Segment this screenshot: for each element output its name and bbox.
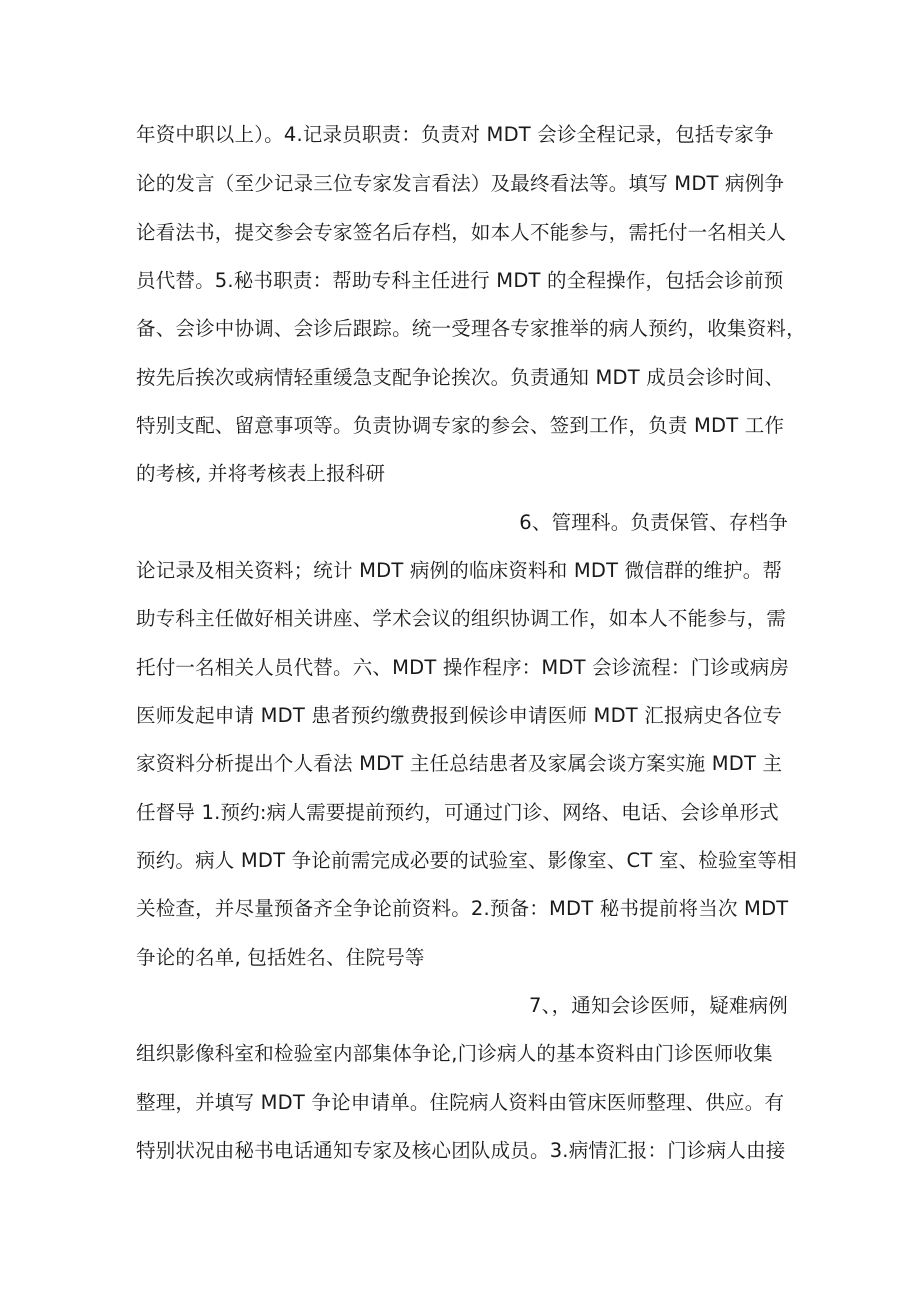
text-line: 托付一名相关人员代替。六、MDT 操作程序：MDT 会诊流程：门诊或病房 <box>136 656 790 679</box>
text-line: 任督导 1.预约:病人需要提前预约，可通过门诊、网络、电话、会诊单形式 <box>136 801 779 824</box>
text-line: 备、会诊中协调、会诊后跟踪。统一受理各专家推举的病人预约，收集资料， <box>136 317 806 340</box>
text-line: 年资中职以上）。4.记录员职责：负责对 MDT 会诊全程记录，包括专家争 <box>136 123 774 146</box>
text-line: 论的发言（至少记录三位专家发言看法）及最终看法等。填写 MDT 病例争 <box>136 172 785 195</box>
text-line: 论看法书，提交参会专家签名后存档，如本人不能参与，需托付一名相关人 <box>136 221 787 244</box>
section-heading-line: 7、，通知会诊医师，疑难病例 <box>529 994 788 1017</box>
text-line: 预约。病人 MDT 争论前需完成必要的试验室、影像室、CT 室、检验室等相 <box>136 849 797 872</box>
text-line: 按先后挨次或病情轻重缓急支配争论挨次。负责通知 MDT 成员会诊时间、 <box>136 366 785 389</box>
text-line: 助专科主任做好相关讲座、学术会议的组织协调工作，如本人不能参与，需 <box>136 607 787 630</box>
text-line: 员代替。5.秘书职责：帮助专科主任进行 MDT 的全程操作，包括会诊前预 <box>136 269 784 292</box>
text-line: 关检查，并尽量预备齐全争论前资料。2.预备：MDT 秘书提前将当次 MDT <box>136 897 789 920</box>
text-line: 特别状况由秘书电话通知专家及核心团队成员。3.病情汇报：门诊病人由接 <box>136 1139 786 1162</box>
text-line: 组织影像科室和检验室内部集体争论,门诊病人的基本资料由门诊医师收集 <box>136 1042 773 1065</box>
text-line: 争论的名单, 包括姓名、住院号等 <box>136 946 425 969</box>
section-heading-line: 6、管理科。负责保管、存档争 <box>519 511 788 534</box>
text-line: 家资料分析提出个人看法 MDT 主任总结患者及家属会谈方案实施 MDT 主 <box>136 752 783 775</box>
text-line: 特别支配、留意事项等。负责协调专家的参会、签到工作，负责 MDT 工作 <box>136 414 785 437</box>
text-line: 的考核, 并将考核表上报科研 <box>136 462 386 485</box>
text-line: 论记录及相关资料；统计 MDT 病例的临床资料和 MDT 微信群的维护。帮 <box>136 559 783 582</box>
text-line: 医师发起申请 MDT 患者预约缴费报到候诊申请医师 MDT 汇报病史各位专 <box>136 704 783 727</box>
text-line: 整理，并填写 MDT 争论申请单。住院病人资料由管床医师整理、供应。有 <box>136 1091 785 1114</box>
